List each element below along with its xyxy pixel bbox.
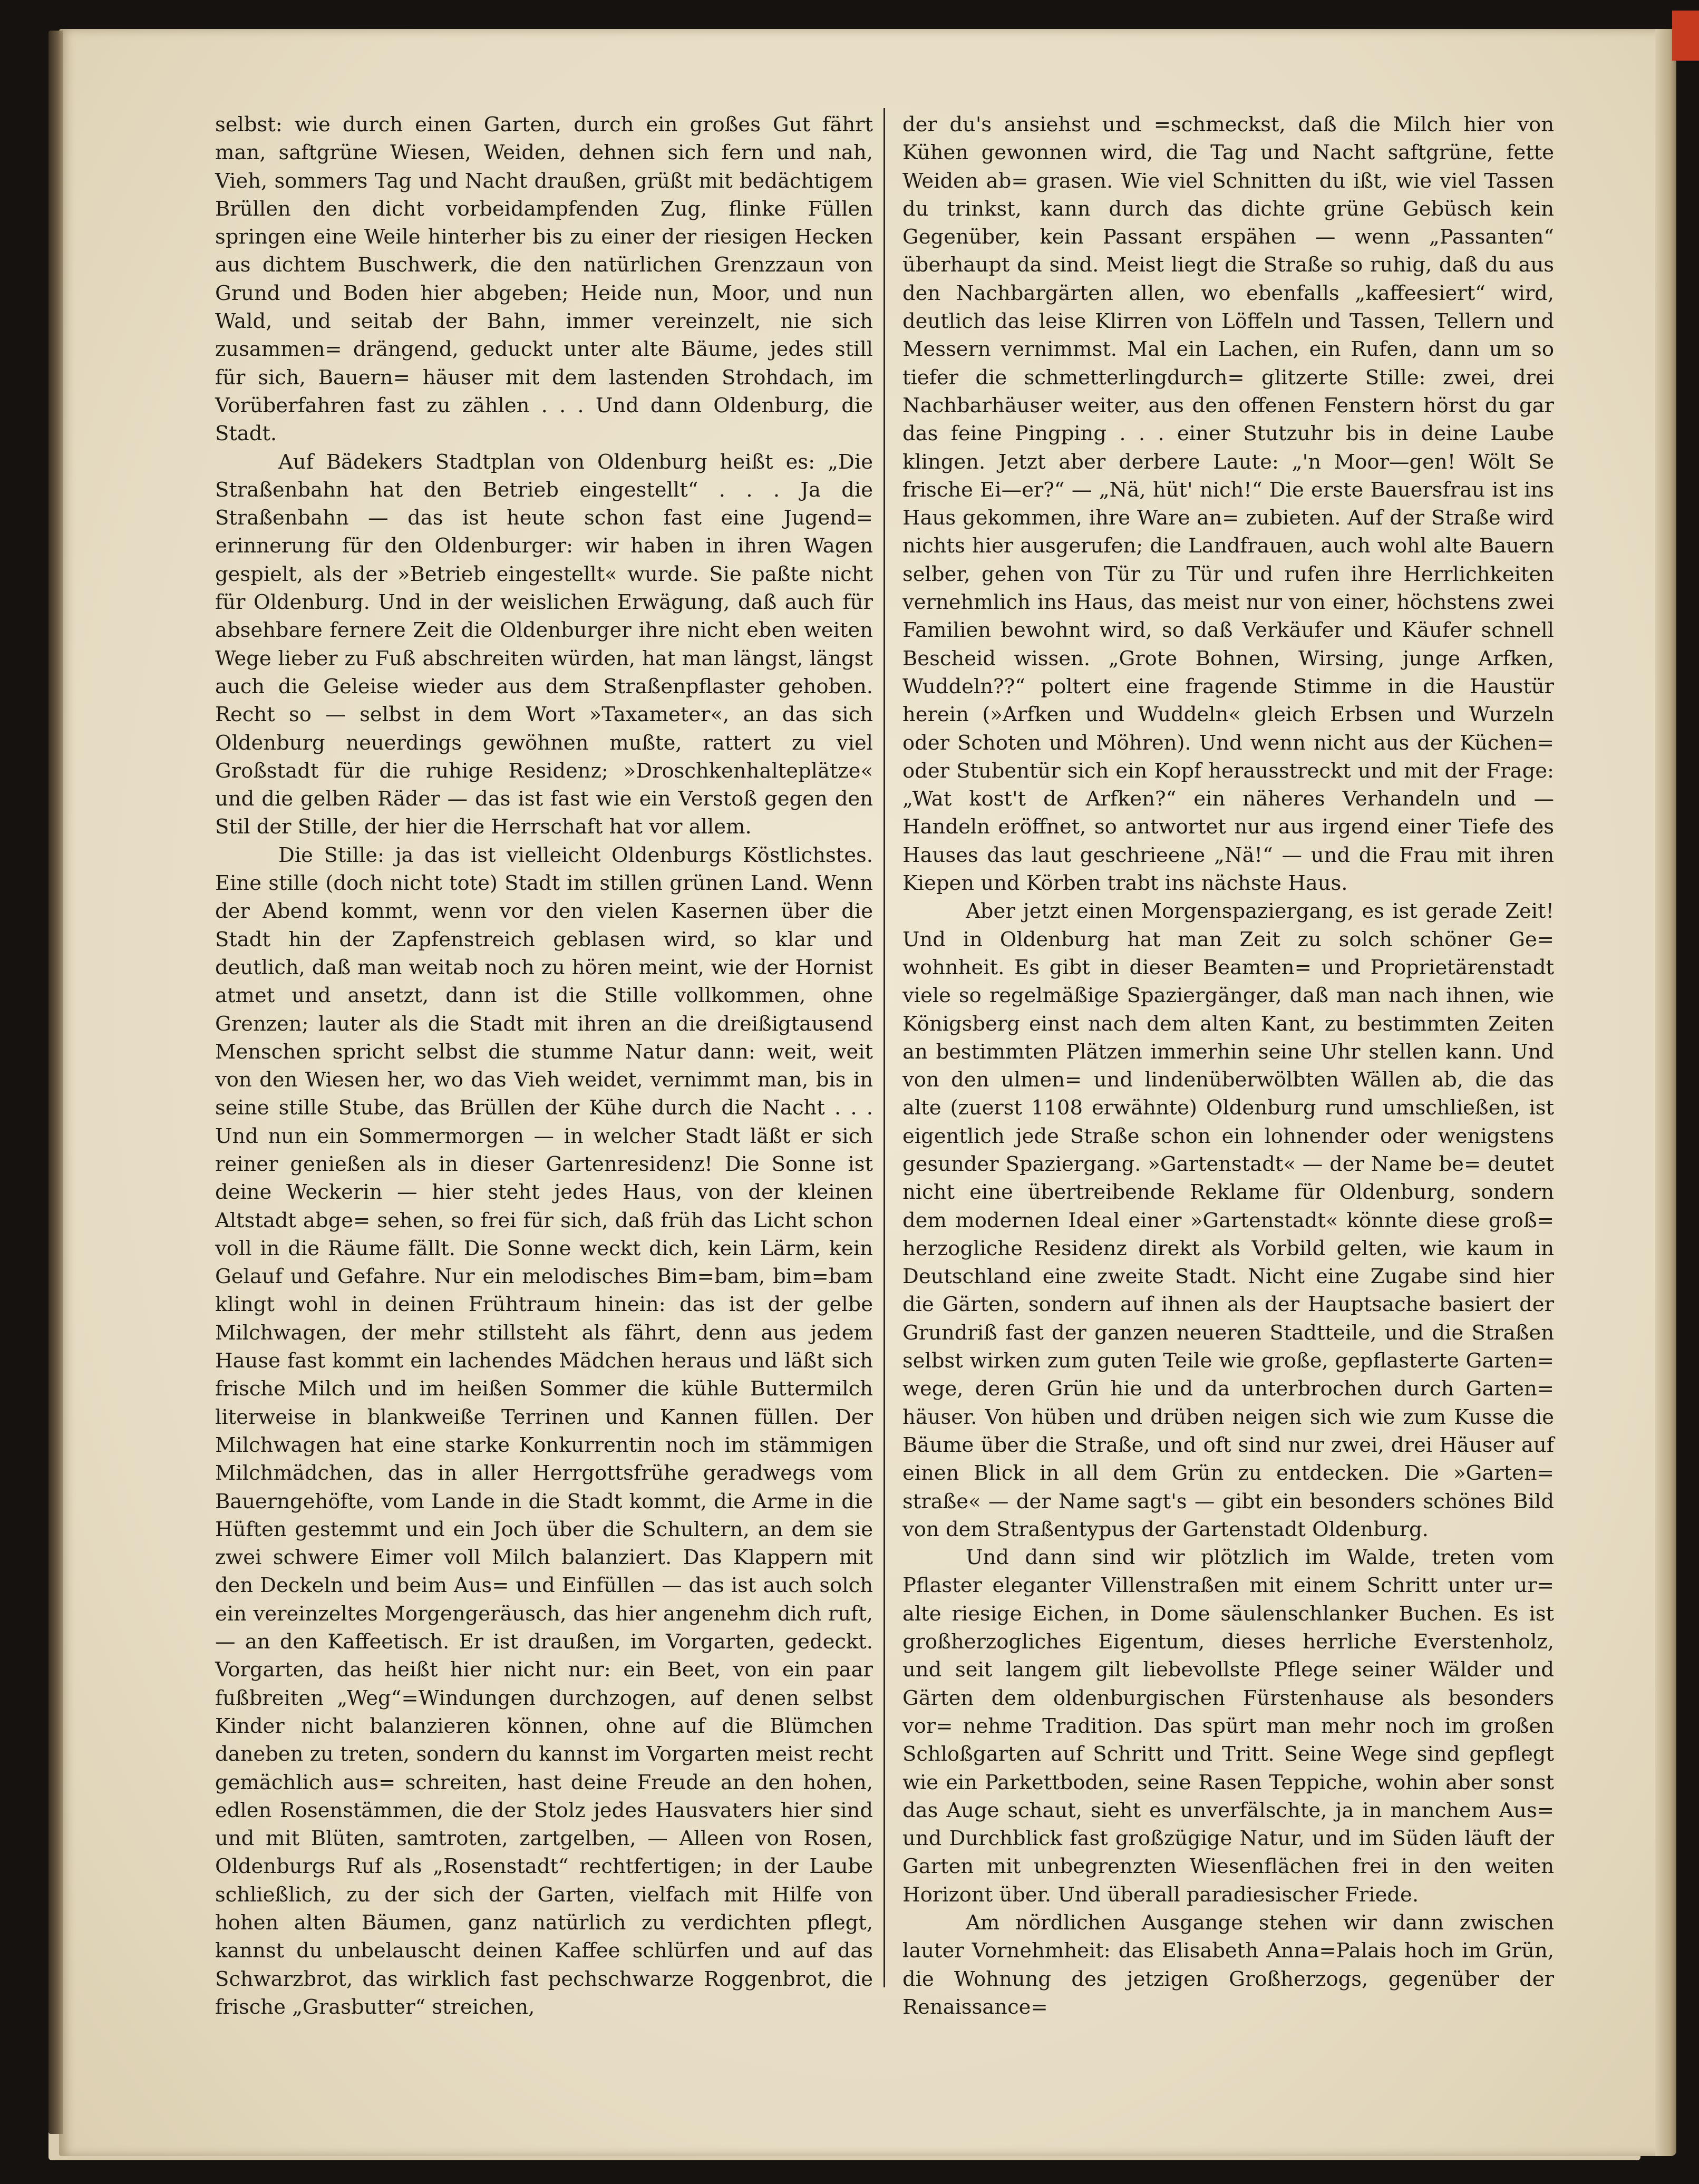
right-text-column — [902, 111, 1554, 2021]
paragraph: Und dann sind wir plötzlich im Walde, treten vom Pflaster eleganter Villenstraßen mit einem Schritt unter ur= alte riesige Eichen, in Dome säulenschlanker Buchen. Es ist großherzogliches Eigentum, dieses herrliche Everstenholz, und seit langem gilt liebevollste Pflege seiner Wälder und Gärten dem oldenburgischen Fürstenhause als besonders vor= nehme Tradition. Das spürt man mehr noch im großen Schloßgarten auf Schritt und Tritt. Seine Wege sind gepflegt wie ein Parkettboden, seine Rasen Teppiche, wohin aber sonst das Auge schaut, sieht es unverfälschte, ja in manchem Aus= und Durchblick fast großzügige Natur, und im Süden läuft der Garten mit unbegrenzten Wiesenflächen frei in den weiten Horizont über. Und überall paradiesischer Friede. — [902, 1546, 1554, 1907]
left-text-column — [215, 111, 873, 2021]
paragraph: Aber jetzt einen Morgenspaziergang, es ist gerade Zeit! Und in Oldenburg hat man Zeit zu solch schöner Ge= wohnheit. Es gibt in dieser Beamten= und Proprietärenstadt viele so regelmäßige Spaziergänger, daß man nach ihnen, wie Königsberg einst nach dem alten Kant, zu bestimmten Zeiten an bestimmten Plätzen immerhin seine Uhr stellen kann. Und von den ulmen= und lindenüberwölbten Wällen ab, die das alte (zuerst 1108 erwähnte) Oldenburg rund umschließen, ist eigentlich jede Straße schon ein lohnender oder wenigstens gesunder Spaziergang. »Gartenstadt« — der Name be= deutet nicht eine übertreibende Reklame für Oldenburg, sondern dem modernen Ideal einer »Gartenstadt« könnte diese groß= herzogliche Residenz direkt als Vorbild gelten, wie kaum in Deutschland eine zweite Stadt. Nicht eine Zugabe sind hier die Gärten, sondern auf ihnen als der Hauptsache basiert der Grundriß fast der ganzen neueren Stadtteile, und die Straßen selbst wirken zum guten Teile wie große, gepflasterte Garten= wege, deren Grün hie und da unterbrochen durch Garten= häuser. Von hüben und drüben neigen sich wie zum Kusse die Bäume über die Straße, und oft sind nur zwei, drei Häuser auf einen Blick in all dem Grün zu entdecken. Die »Garten= straße« — der Name sagt's — gibt ein besonders schönes Bild von dem Straßentypus der Gartenstadt Oldenburg. — [902, 899, 1554, 1541]
paragraph: selbst: wie durch einen Garten, durch ein großes Gut fährt man, saftgrüne Wiesen, Weiden, dehnen sich fern und nah, Vieh, sommers Tag und Nacht draußen, grüßt mit bedächtigem Brüllen den dicht vorbeidampfenden Zug, flinke Füllen springen eine Weile hinterher bis zu einer der riesigen Hecken aus dichtem Buschwerk, die den natürlichen Grenzzaun von Grund und Boden hier abgeben; Heide nun, Moor, und nun Wald, und seitab der Bahn, immer vereinzelt, nie sich zusammen= drängend, geduckt unter alte Bäume, jedes still für sich, Bauern= häuser mit dem lastenden Strohdach, im Vorüberfahren fast zu zählen . . . Und dann Oldenburg, die Stadt. — [215, 113, 873, 446]
page-edge — [1655, 29, 1676, 2156]
paragraph: Die Stille: ja das ist vielleicht Oldenburgs Köstlichstes. Eine stille (doch nicht tote) Stadt im stillen grünen Land. Wenn der Abend kommt, wenn vor den vielen Kasernen über die Stadt hin der Zapfenstreich geblasen wird, so klar und deutlich, daß man weitab noch zu hören meint, wie der Hornist atmet und ansetzt, dann ist die Stille vollkommen, ohne Grenzen; lauter als die Stadt mit ihren an die dreißigtausend Menschen spricht selbst die stumme Natur dann: weit, weit von den Wiesen her, wo das Vieh weidet, vernimmt man, bis in seine stille Stube, das Brüllen der Kühe durch die Nacht . . . Und nun ein Sommermorgen — in welcher Stadt läßt er sich reiner genießen als in dieser Gartenresidenz! Die Sonne ist deine Weckerin — hier steht jedes Haus, von der kleinen Altstadt abge= sehen, so frei für sich, daß früh das Licht schon voll in die Räume fällt. Die Sonne weckt dich, kein Lärm, kein Gelauf und Gefahre. Nur ein melodisches Bim=bam, bim=bam klingt wohl in deinen Frühtraum hinein: das ist der gelbe Milchwagen, der mehr stillsteht als fährt, denn aus jedem Hause fast kommt ein lachendes Mädchen heraus und läßt sich frische Milch und im heißen Sommer die kühle Buttermilch literweise in blankweiße Terrinen und Kannen füllen. Der Milchwagen hat eine starke Konkurrentin noch im stämmigen Milchmädchen, das in aller Herrgottsfrühe geradwegs vom Bauerngehöfte, vom Lande in die Stadt kommt, die Arme in die Hüften gestemmt und ein Joch über die Schultern, an dem sie zwei schwere Eimer voll Milch balanziert. Das Klappern mit den Deckeln und beim Aus= und Einfüllen — das ist auch solch ein vereinzeltes Morgengeräusch, das hier angenehm dich ruft, — an den Kaffeetisch. Er ist draußen, im Vorgarten, gedeckt. Vorgarten, das heißt hier nicht nur: ein Beet, von ein paar fußbreiten „Weg“=Windungen durchzogen, auf denen selbst Kinder nicht balanzieren können, ohne auf die Blümchen daneben zu treten, sondern du kannst im Vorgarten meist recht gemächlich aus= schreiten, hast deine Freude an den hohen, edlen Rosenstämmen, die der Stolz jedes Hausvaters hier sind und mit Blüten, samtroten, zartgelben, — Alleen von Rosen, Oldenburgs Ruf als „Rosenstadt“ rechtfertigen; in der Laube schließlich, zu der sich der Garten, vielfach mit Hilfe von hohen alten Bäumen, ganz natürlich zu verdichten pflegt, kannst du unbelauscht deinen Kaffee schlürfen und auf das Schwarzbrot, das wirklich fast pechschwarze Roggenbrot, die frische „Grasbutter“ streichen, — [215, 843, 873, 2019]
paragraph: Auf Bädekers Stadtplan von Oldenburg heißt es: „Die Straßenbahn hat den Betrieb eingestellt“ . . . Ja die Straßenbahn — das ist heute schon fast eine Jugend= erinnerung für den Oldenburger: wir haben in ihren Wagen gespielt, als der »Betrieb eingestellt« wurde. Sie paßte nicht für Oldenburg. Und in der weislichen Erwägung, daß auch für absehbare fernere Zeit die Oldenburger ihre nicht eben weiten Wege lieber zu Fuß abschreiten würden, hat man längst, längst auch die Geleise wieder aus dem Straßenpflaster gehoben. Recht so — selbst in dem Wort »Taxameter«, an das sich Oldenburg neuerdings gewöhnen mußte, rattert zu viel Großstadt für die ruhige Residenz; »Droschkenhalteplätze« und die gelben Räder — das ist fast wie ein Verstoß gegen den Stil der Stille, der hier die Herrschaft hat vor allem. — [215, 450, 873, 839]
binding-spine — [48, 31, 63, 2134]
column-divider — [884, 108, 885, 1987]
paragraph: Am nördlichen Ausgange stehen wir dann zwischen lauter Vornehmheit: das Elisabeth Anna=Palais hoch im Grün, die Wohnung des jetzigen Großherzogs, gegenüber der Renaissance= — [902, 1911, 1554, 2019]
paragraph: der du's ansiehst und =schmeckst, daß die Milch hier von Kühen gewonnen wird, die Tag und Nacht saftgrüne, fette Weiden ab= grasen. Wie viel Schnitten du ißt, wie viel Tassen du trinkst, kann durch das dichte grüne Gebüsch kein Gegenüber, kein Passant erspähen — wenn „Passanten“ überhaupt da sind. Meist liegt die Straße so ruhig, daß du aus den Nachbargärten allen, wo ebenfalls „kaffeesiert“ wird, deutlich das leise Klirren von Löffeln und Tassen, Tellern und Messern vernimmst. Mal ein Lachen, ein Rufen, dann um so tiefer die schmetterlingdurch= glitzerte Stille: zwei, drei Nachbarhäuser weiter, aus den offenen Fenstern hörst du gar das feine Pingping . . . einer Stutzuhr bis in deine Laube klingen. Jetzt aber derbere Laute: „'n Moor—gen! Wölt Se frische Ei—er?“ — „Nä, hüt' nich!“ Die erste Bauersfrau ist ins Haus gekommen, ihre Ware an= zubieten. Auf der Straße wird nichts hier ausgerufen; die Landfrauen, auch wohl alte Bauern selber, gehen von Tür zu Tür und rufen ihre Herrlichkeiten vernehmlich ins Haus, das meist nur von einer, höchstens zwei Familien bewohnt wird, so daß Verkäufer und Käufer schnell Bescheid wissen. „Grote Bohnen, Wirsing, junge Arfken, Wuddeln??“ poltert eine fragende Stimme in die Haustür herein (»Arfken und Wuddeln« gleich Erbsen und Wurzeln oder Schoten und Möhren). Und wenn nicht aus der Küchen= oder Stubentür sich ein Kopf herausstreckt und mit der Frage: „Wat kost't de Arfken?“ ein näheres Verhandeln und — Handeln eröffnet, so antwortet nur aus irgend einer Tiefe des Hauses das laut geschrieene „Nä!“ — und die Frau mit ihren Kiepen und Körben trabt ins nächste Haus. — [902, 113, 1554, 896]
bookmark-tab — [1672, 11, 1699, 61]
